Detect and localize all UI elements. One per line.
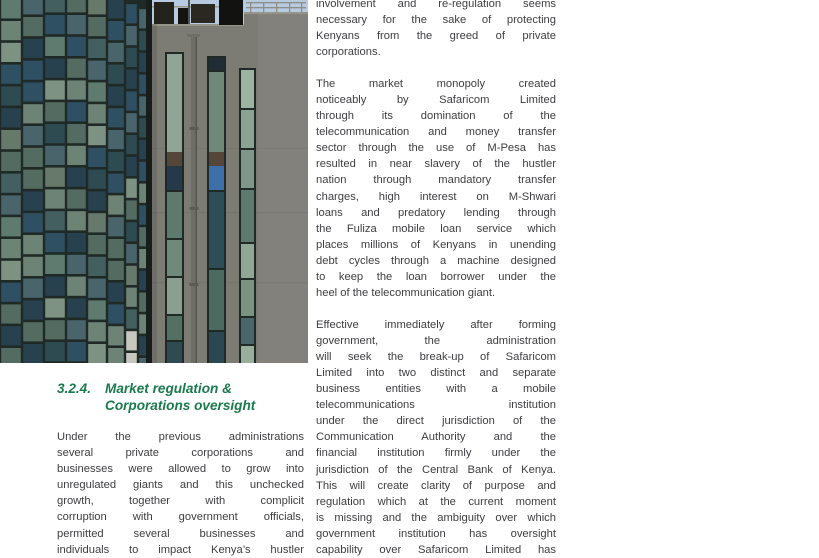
glass-cell — [126, 266, 137, 285]
text-line: heel of the telecommunication giant. — [316, 287, 496, 300]
glass-cell — [88, 300, 106, 319]
text-line: Communication Authority and the — [316, 431, 556, 444]
pipe-joint — [190, 127, 199, 130]
glass-cell — [45, 37, 65, 56]
glass-cell — [108, 152, 124, 171]
text-line: will seek the break-up of Safaricom — [316, 350, 556, 363]
railing-post — [250, 2, 251, 12]
glass-cell — [88, 191, 106, 210]
glass-cell — [108, 86, 124, 105]
text-line: capability over Safaricom Limited has — [316, 544, 556, 556]
building-photo — [0, 0, 308, 363]
section-heading — [57, 380, 304, 414]
glass-cell — [67, 146, 86, 165]
text-line: jurisdiction of the Central Bank of Kenya. — [316, 463, 556, 476]
window-pane — [209, 192, 224, 268]
glass-cell — [139, 358, 147, 363]
text-line: Limited into two distinct and separate — [316, 366, 556, 379]
glass-cell — [108, 21, 124, 40]
glass-cell — [88, 17, 106, 36]
glass-cell — [88, 257, 106, 276]
glass-cell — [23, 300, 43, 319]
glass-cell — [23, 126, 43, 145]
glass-cell — [139, 53, 147, 72]
section-number: 3.2.4. — [57, 381, 92, 396]
paragraph — [57, 429, 304, 558]
glass-cell — [108, 261, 124, 280]
window-pane — [209, 58, 224, 70]
glass-cell — [1, 239, 21, 258]
text-line: resulted in near slavery of the hustler — [316, 158, 556, 171]
text-line: noticeably by Safaricom Limited — [316, 93, 556, 106]
glass-cell — [45, 211, 65, 230]
glass-cell — [126, 91, 137, 110]
window-pane — [167, 240, 182, 276]
tower-shadow — [152, 24, 157, 363]
window-pane — [209, 270, 224, 330]
glass-cell — [45, 80, 65, 99]
railing-post — [276, 2, 277, 12]
window-pane — [167, 342, 182, 363]
glass-cell — [139, 140, 147, 159]
window-pane — [241, 244, 254, 278]
glass-cell — [88, 213, 106, 232]
text-line: under the direct jurisdiction of the — [316, 415, 556, 428]
glass-cell — [67, 277, 86, 296]
text-line: telecommunication and money transfer — [316, 126, 556, 139]
glass-cell — [45, 168, 65, 187]
glass-cell — [139, 96, 147, 115]
glass-cell — [88, 235, 106, 254]
glass-cell — [45, 124, 65, 143]
text-line: places millions of Kenyans in unending — [316, 238, 556, 251]
paragraph — [316, 0, 556, 60]
glass-cell — [67, 168, 86, 187]
text-line: The market monopoly created — [316, 77, 556, 90]
window-pane — [167, 152, 182, 166]
pipe-joint — [190, 283, 199, 286]
glass-cell — [45, 342, 65, 361]
glass-cell — [23, 148, 43, 167]
glass-cell — [23, 191, 43, 210]
window-pane — [241, 70, 254, 108]
text-line: loans and predatory lending through — [316, 206, 556, 219]
text-line: telecommunications institution — [316, 399, 556, 412]
window-pane — [209, 72, 224, 152]
left-column-body — [57, 429, 304, 558]
glass-cell — [126, 70, 137, 89]
glass-cell — [23, 82, 43, 101]
glass-cell — [67, 124, 86, 143]
glass-cell — [108, 0, 124, 18]
glass-cell — [1, 304, 21, 323]
glass-cell — [67, 255, 86, 274]
text-line: charges, high interest on M-Shwari — [316, 190, 556, 203]
glass-cell — [23, 0, 43, 14]
window-pane — [241, 346, 254, 363]
text-line: corruption with government officials, — [57, 511, 304, 524]
glass-cell — [23, 322, 43, 341]
text-line: Kenyans from the greed of private — [316, 30, 556, 43]
glass-cell — [45, 320, 65, 339]
text-line: business entities with a mobile — [316, 383, 556, 396]
glass-cell — [1, 0, 21, 18]
glass-cell — [108, 195, 124, 214]
text-line: individuals to impact Kenya’s hustler — [57, 543, 304, 556]
glass-cell — [23, 344, 43, 363]
glass-cell — [1, 86, 21, 105]
glass-cell — [67, 0, 86, 12]
glass-cell — [45, 298, 65, 317]
window-pane — [209, 332, 224, 363]
rooftop-structure — [178, 8, 188, 24]
glass-cell — [108, 130, 124, 149]
glass-cell — [45, 102, 65, 121]
glass-cell — [108, 108, 124, 127]
glass-cell — [88, 39, 106, 58]
text-line: Effective immediately after forming — [316, 318, 556, 331]
window-pane — [241, 150, 254, 188]
glass-cell — [108, 174, 124, 193]
glass-cell — [126, 353, 137, 363]
text-line: This will create clarity of purpose and — [316, 479, 556, 492]
glass-cell — [88, 104, 106, 123]
railing-post — [263, 2, 264, 12]
glass-cell — [139, 227, 147, 246]
text-line: corporations. — [316, 46, 381, 59]
glass-cell — [67, 102, 86, 121]
text-line: financial institution firmly under the — [316, 447, 556, 460]
section-title-line: Corporations oversight — [105, 398, 256, 413]
glass-cell — [23, 279, 43, 298]
glass-cell — [45, 255, 65, 274]
glass-cell — [88, 279, 106, 298]
glass-cell — [1, 217, 21, 236]
glass-cell — [23, 61, 43, 80]
glass-cell — [1, 21, 21, 40]
glass-cell — [23, 39, 43, 58]
glass-cell — [139, 118, 147, 137]
glass-cell — [45, 189, 65, 208]
text-line: several private corporations and — [57, 447, 304, 460]
left-text-column — [57, 380, 304, 558]
glass-cell — [126, 331, 137, 350]
glass-cell — [108, 348, 124, 363]
glass-cell — [139, 162, 147, 181]
glass-cell — [67, 211, 86, 230]
glass-cell — [108, 239, 124, 258]
pipe-bracket — [187, 34, 200, 37]
glass-cell — [45, 15, 65, 34]
rooftop-structure — [154, 2, 174, 24]
glass-cell — [139, 9, 147, 28]
parapet-edge — [244, 12, 308, 14]
glass-cell — [1, 43, 21, 62]
window-pane — [209, 166, 224, 190]
glass-cell — [1, 195, 21, 214]
glass-cell — [88, 82, 106, 101]
pipe-joint — [190, 207, 199, 210]
railing-post — [289, 2, 290, 12]
glass-cell — [126, 309, 137, 328]
glass-cell — [88, 148, 106, 167]
window-pane — [241, 110, 254, 148]
text-line: is missing and the ambiguity over which — [316, 511, 556, 524]
window-pane — [167, 54, 182, 152]
text-line: Under the previous administrations — [57, 431, 304, 443]
glass-cell — [126, 222, 137, 241]
glass-cell — [139, 205, 147, 224]
glass-cell — [67, 15, 86, 34]
text-line: government, the administration — [316, 334, 556, 347]
glass-cell — [67, 37, 86, 56]
glass-cell — [126, 26, 137, 45]
text-line: businesses were allowed to grow into — [57, 463, 304, 476]
glass-cell — [23, 235, 43, 254]
text-line: regulation which at the current moment — [316, 495, 556, 508]
glass-cell — [88, 0, 106, 14]
glass-cell — [67, 59, 86, 78]
window-pane — [167, 166, 182, 190]
text-line: nation through mandatory transfer — [316, 174, 556, 187]
window-pane — [241, 318, 254, 344]
glass-cell — [126, 4, 137, 23]
glass-cell — [67, 298, 86, 317]
glass-cell — [45, 0, 65, 12]
glass-cell — [126, 48, 137, 67]
text-line: through its domination of the — [316, 110, 556, 123]
glass-cell — [45, 59, 65, 78]
glass-cell — [108, 217, 124, 236]
glass-cell — [23, 213, 43, 232]
facade-highlight — [258, 12, 308, 363]
glass-cell — [23, 104, 43, 123]
railing-post — [301, 2, 302, 12]
glass-cell — [88, 61, 106, 80]
glass-cell — [126, 288, 137, 307]
rooftop-structure — [191, 4, 215, 23]
glass-cell — [1, 130, 21, 149]
window-pane — [167, 192, 182, 238]
glass-cell — [126, 157, 137, 176]
glass-cell — [1, 283, 21, 302]
glass-cell — [23, 17, 43, 36]
glass-cell — [88, 322, 106, 341]
glass-cell — [139, 293, 147, 312]
glass-cell — [108, 65, 124, 84]
glass-cell — [139, 314, 147, 333]
building-photo-illustration — [0, 0, 308, 363]
glass-cell — [108, 326, 124, 345]
glass-cell — [139, 75, 147, 94]
glass-cell — [139, 184, 147, 203]
pipe-shade — [196, 34, 198, 363]
paragraph — [316, 317, 556, 558]
glass-cell — [88, 344, 106, 363]
window-pane — [241, 190, 254, 242]
window-pane — [241, 280, 254, 316]
glass-cell — [1, 174, 21, 193]
section-title-line: Market regulation & — [105, 381, 232, 396]
glass-cell — [23, 170, 43, 189]
glass-cell — [126, 200, 137, 219]
text-line: the Fuliza mobile loan service which — [316, 222, 556, 235]
glass-cell — [67, 189, 86, 208]
text-line: growth, together with complicit — [57, 495, 304, 508]
glass-cell — [108, 43, 124, 62]
glass-cell — [126, 179, 137, 198]
glass-cell — [1, 348, 21, 363]
glass-cell — [1, 326, 21, 345]
window-pane — [167, 278, 182, 314]
glass-cell — [88, 126, 106, 145]
tower-edge — [146, 0, 152, 363]
glass-cell — [139, 31, 147, 50]
glass-cell — [1, 108, 21, 127]
glass-cell — [23, 257, 43, 276]
glass-cell — [139, 271, 147, 290]
window-pane — [167, 316, 182, 340]
glass-cell — [45, 146, 65, 165]
paragraph — [316, 76, 556, 301]
glass-cell — [88, 170, 106, 189]
glass-cell — [108, 283, 124, 302]
glass-cell — [108, 304, 124, 323]
section-title — [105, 380, 255, 414]
glass-cell — [139, 336, 147, 355]
glass-cell — [139, 249, 147, 268]
text-line: permitted several businesses and — [57, 527, 304, 540]
glass-cell — [45, 277, 65, 296]
text-line: sector through the use of M-Pesa has — [316, 142, 556, 155]
text-line: unregulated giants and this unchecked — [57, 479, 304, 492]
text-line: government institution has oversight — [316, 527, 556, 540]
text-line: to keep the loan borrower under the — [316, 271, 556, 283]
text-line: debt cycles through a machine designed — [316, 254, 556, 267]
glass-cell — [1, 152, 21, 171]
window-pane — [209, 152, 224, 166]
text-line: involvement and re-regulation seems — [316, 0, 556, 10]
rooftop-pole — [188, 0, 190, 24]
glass-cell — [1, 65, 21, 84]
glass-cell — [126, 244, 137, 263]
text-line: necessary for the sake of protecting — [316, 14, 556, 27]
glass-cell — [67, 233, 86, 252]
middle-text-column — [316, 0, 556, 558]
glass-cell — [67, 320, 86, 339]
glass-cell — [67, 342, 86, 361]
glass-cell — [126, 135, 137, 154]
glass-cell — [126, 113, 137, 132]
glass-cell — [45, 233, 65, 252]
glass-cell — [67, 80, 86, 99]
glass-cell — [1, 261, 21, 280]
rooftop-structure — [219, 0, 243, 25]
